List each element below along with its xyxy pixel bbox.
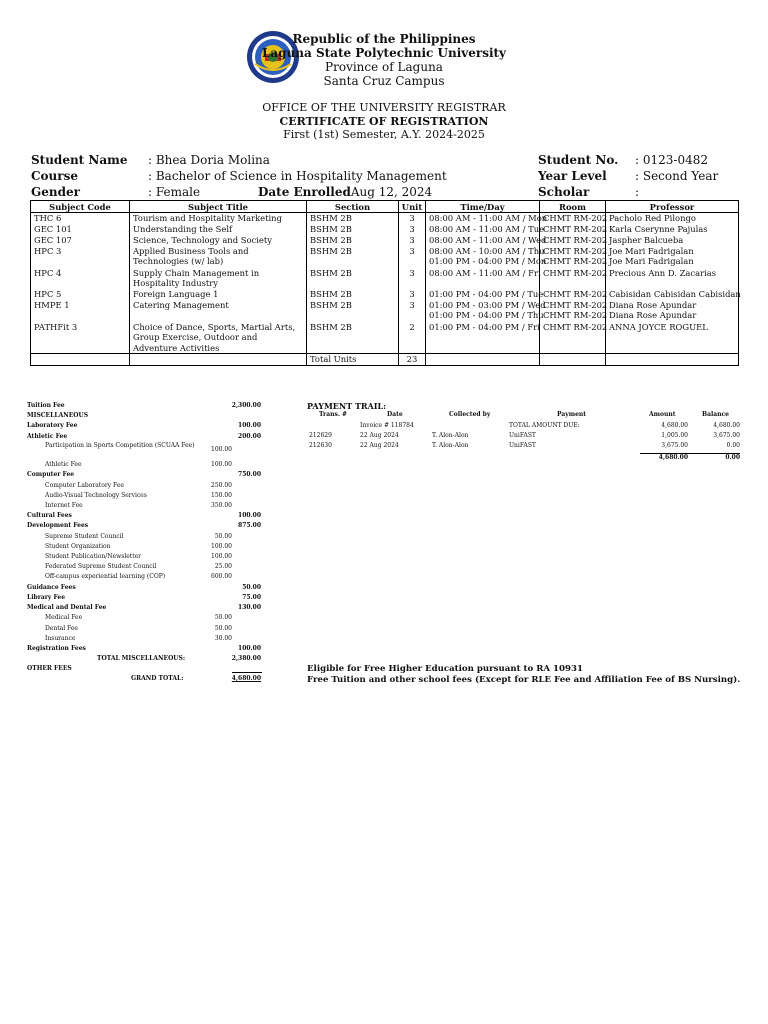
fee-label: Laboratory Fee [27, 422, 78, 429]
section-cell: BSHM 2B [307, 224, 399, 235]
fee-label: Athletic Fee [45, 461, 82, 468]
subjects-table [30, 200, 739, 366]
fee-label: Cultural Fees [27, 512, 72, 519]
gender-label: Gender [31, 185, 80, 199]
professor-cell: Jaspher Balcueba [606, 235, 739, 246]
fee-label: Tuition Fee [27, 402, 65, 409]
fee-amount: 750.00 [238, 471, 261, 478]
fee-sub-amount: 30.00 [214, 635, 232, 642]
payment-payment-cell: TOTAL AMOUNT DUE: [509, 422, 580, 429]
fee-sub-amount: 50.00 [214, 625, 232, 632]
time-day-cell: 01:00 PM - 04:00 PM / Tue [426, 289, 540, 300]
professor-cell: Cabisidan Cabisidan Cabisidan [606, 289, 739, 300]
free-tuition-note: Free Tuition and other school fees (Except for RLE Fee and Affiliation Fee of BS Nursing). [307, 675, 741, 685]
room-cell: CHMT RM-202 [540, 268, 606, 289]
fee-label: Computer Fee [27, 471, 75, 478]
eligibility-note: Eligible for Free Higher Education pursuant to RA 10931 [307, 664, 583, 674]
fee-amount: 100.00 [238, 645, 261, 652]
fee-label: Medical Fee [45, 614, 83, 621]
payment-payment-cell: UniFAST [509, 442, 536, 449]
subject-code-cell: PATHFit 3 [31, 322, 130, 354]
table-row [31, 289, 739, 300]
total-units-value: 23 [399, 354, 426, 366]
payment-total-amount: 4,680.00 [658, 454, 688, 461]
subjects-header-row [31, 201, 739, 213]
payment-balance-cell: 4,680.00 [713, 422, 740, 429]
unit-cell: 3 [399, 224, 426, 235]
payment-total-balance: 0.00 [725, 454, 740, 461]
fee-sub-amount: 600.00 [211, 573, 232, 580]
grand-total-rule [232, 672, 262, 673]
student-no-value: : 0123-0482 [635, 153, 708, 167]
subject-title-cell: Science, Technology and Society [130, 235, 307, 246]
pay-col-collected-by: Collected by [449, 411, 491, 418]
fee-label: Internet Fee [45, 502, 83, 509]
section-cell: BSHM 2B [307, 235, 399, 246]
fee-label: Insurance [45, 635, 76, 642]
payment-trail-title: PAYMENT TRAIL: [307, 401, 387, 411]
header-campus: Santa Cruz Campus [323, 74, 445, 88]
fee-sub-amount: 100.00 [211, 461, 232, 468]
col-subject-code: Subject Code [31, 201, 130, 213]
professor-cell: Karla Cserynne Pajulas [606, 224, 739, 235]
total-units-label: Total Units [307, 354, 399, 366]
professor-cell: ANNA JOYCE ROGUEL [606, 322, 739, 354]
subject-code-cell: HPC 3 [31, 246, 130, 268]
time-day-cell: 01:00 PM - 03:00 PM / Wed 01:00 PM - 04:00 PM / Thu [426, 300, 540, 322]
pay-col-payment: Payment [557, 411, 587, 418]
grand-total-value: 4,680.00 [231, 675, 261, 682]
year-level-label: Year Level [538, 169, 607, 183]
scholar-value: : [635, 185, 640, 199]
fee-sub-amount: 100.00 [211, 553, 232, 560]
subject-code-cell: GEC 101 [31, 224, 130, 235]
fee-label: Athletic Fee [27, 433, 68, 440]
payment-balance-cell: 3,675.00 [713, 432, 740, 439]
unit-cell: 2 [399, 322, 426, 354]
fee-label: Student Publication/Newsletter [45, 553, 142, 560]
fee-sub-amount: 25.00 [214, 563, 232, 570]
office-title: OFFICE OF THE UNIVERSITY REGISTRAR [262, 101, 506, 114]
table-row [31, 268, 739, 289]
time-day-cell: 08:00 AM - 11:00 AM / Wed [426, 235, 540, 246]
total-spacer [540, 354, 606, 366]
fee-label: Supreme Student Council [45, 533, 124, 540]
fee-label: Registration Fees [27, 645, 86, 652]
professor-cell: Joe Mari Fadrigalan Joe Mari Fadrigalan [606, 246, 739, 268]
grand-total-label: GRAND TOTAL: [131, 675, 184, 682]
pay-col-trans: Trans. # [319, 411, 348, 418]
unit-cell: 3 [399, 289, 426, 300]
fee-sub-amount: 100.00 [211, 543, 232, 550]
time-day-cell: 08:00 AM - 10:00 AM / Thu 01:00 PM - 04:00 PM / Mon [426, 246, 540, 268]
semester-label: First (1st) Semester, A.Y. 2024-2025 [283, 128, 485, 141]
payment-payment-cell: UniFAST [509, 432, 536, 439]
fee-label: Off-campus experiential learning (COP) [45, 573, 166, 580]
unit-cell: 3 [399, 213, 426, 224]
fee-label: Guidance Fees [27, 584, 76, 591]
fee-label: Student Organization [45, 543, 111, 550]
document-title: CERTIFICATE OF REGISTRATION [279, 115, 489, 128]
table-row [31, 235, 739, 246]
student-no-label: Student No. [538, 153, 619, 167]
section-cell: BSHM 2B [307, 246, 399, 268]
table-row [31, 213, 739, 224]
room-cell: CHMT RM-202 [540, 289, 606, 300]
room-cell: CHMT RM-202 [540, 235, 606, 246]
col-subject-title: Subject Title [130, 201, 307, 213]
room-cell: CHMT RM-202 [540, 224, 606, 235]
subject-title-cell: Tourism and Hospitality Marketing [130, 213, 307, 224]
pay-col-date: Date [387, 411, 403, 418]
subject-title-cell: Choice of Dance, Sports, Martial Arts, Group Exercise, Outdoor and Adventure Activities [130, 322, 307, 354]
fee-label: MISCELLANEOUS [27, 412, 89, 419]
fee-sub-amount: 50.00 [214, 533, 232, 540]
payment-trans-cell: 212630 [309, 442, 332, 449]
col-room: Room [540, 201, 606, 213]
payment-trans-cell: 212629 [309, 432, 332, 439]
fee-label: Federated Supreme Student Council [45, 563, 157, 570]
time-day-cell: 01:00 PM - 04:00 PM / Fri [426, 322, 540, 354]
payment-amount-cell: 1,005.00 [661, 432, 688, 439]
fee-label: Library Fee [27, 594, 66, 601]
fee-amount: 100.00 [238, 512, 261, 519]
fee-label: Computer Laboratory Fee [45, 482, 124, 489]
col-professor: Professor [606, 201, 739, 213]
scholar-label: Scholar [538, 185, 590, 199]
subject-code-cell: GEC 107 [31, 235, 130, 246]
fee-amount: 50.00 [242, 584, 261, 591]
fee-amount: 130.00 [238, 604, 261, 611]
section-cell: BSHM 2B [307, 322, 399, 354]
date-enrolled-value: : Aug 12, 2024 [343, 185, 433, 199]
payment-amount-cell: 3,675.00 [661, 442, 688, 449]
fee-sub-amount: 150.00 [211, 492, 232, 499]
payment-date-cell: 22 Aug 2024 [360, 432, 399, 439]
room-cell: CHMT RM-202 CHMT RM-202 [540, 246, 606, 268]
payment-date-cell: Invoice # 118784 [360, 422, 414, 429]
total-spacer [426, 354, 540, 366]
subject-code-cell: THC 6 [31, 213, 130, 224]
col-section: Section [307, 201, 399, 213]
payment-by-cell: T. Alon-Alon [432, 432, 469, 439]
header-university: Laguna State Polytechnic University [261, 46, 507, 60]
subject-title-cell: Foreign Language 1 [130, 289, 307, 300]
unit-cell: 3 [399, 300, 426, 322]
total-spacer [31, 354, 130, 366]
total-misc-value: 2,380.00 [231, 655, 261, 662]
pay-col-balance: Balance [702, 411, 729, 418]
course-value: : Bachelor of Science in Hospitality Management [148, 169, 447, 183]
total-spacer [606, 354, 739, 366]
total-misc-label: TOTAL MISCELLANEOUS: [97, 655, 186, 662]
payment-balance-cell: 0.00 [726, 442, 740, 449]
room-cell: CHMT RM-202 [540, 322, 606, 354]
gender-value: : Female [148, 185, 201, 199]
fee-amount: 2,300.00 [231, 402, 261, 409]
fee-label: Dental Fee [45, 625, 78, 632]
time-day-cell: 08:00 AM - 11:00 AM / Mon [426, 213, 540, 224]
subject-title-cell: Catering Management [130, 300, 307, 322]
fee-amount: 875.00 [238, 522, 261, 529]
unit-cell: 3 [399, 246, 426, 268]
room-cell: CHMT RM-202 [540, 213, 606, 224]
fee-amount: 100.00 [238, 422, 261, 429]
table-row [31, 224, 739, 235]
table-row [31, 322, 739, 354]
fee-label: Development Fees [27, 522, 89, 529]
total-spacer [130, 354, 307, 366]
professor-cell: Pacholo Red Pilongo [606, 213, 739, 224]
course-label: Course [31, 169, 78, 183]
time-day-cell: 08:00 AM - 11:00 AM / Tue [426, 224, 540, 235]
professor-cell: Precious Ann D. Zacarias [606, 268, 739, 289]
section-cell: BSHM 2B [307, 289, 399, 300]
fee-sub-amount: 350.00 [211, 502, 232, 509]
subject-code-cell: HPC 5 [31, 289, 130, 300]
pay-col-amount: Amount [649, 411, 676, 418]
student-name-label: Student Name [31, 153, 128, 167]
subject-code-cell: HPC 4 [31, 268, 130, 289]
unit-cell: 3 [399, 235, 426, 246]
fee-sub-amount: 250.00 [211, 482, 232, 489]
fee-amount: 75.00 [242, 594, 261, 601]
time-day-cell: 08:00 AM - 11:00 AM / Fri [426, 268, 540, 289]
fee-label: Audio-Visual Technology Services [45, 492, 147, 499]
payment-by-cell: T. Alon-Alon [432, 442, 469, 449]
subject-title-cell: Understanding the Self [130, 224, 307, 235]
student-name-value: : Bhea Doria Molina [148, 153, 270, 167]
subject-code-cell: HMPE 1 [31, 300, 130, 322]
subject-title-cell: Applied Business Tools and Technologies (w/ lab) [130, 246, 307, 268]
table-row [31, 300, 739, 322]
section-cell: BSHM 2B [307, 213, 399, 224]
col-unit: Unit [399, 201, 426, 213]
subject-title-cell: Supply Chain Management in Hospitality Industry [130, 268, 307, 289]
total-units-row [31, 354, 739, 366]
date-enrolled-label: Date Enrolled [258, 185, 351, 199]
table-row [31, 246, 739, 268]
fee-amount: 200.00 [238, 433, 261, 440]
professor-cell: Diana Rose Apundar Diana Rose Apundar [606, 300, 739, 322]
fee-label: Medical and Dental Fee [27, 604, 107, 611]
fee-sub-amount: 50.00 [214, 614, 232, 621]
fee-sub-amount: 100.00 [211, 446, 232, 453]
other-fees-label: OTHER FEES [27, 665, 72, 672]
year-level-value: : Second Year [635, 169, 719, 183]
unit-cell: 3 [399, 268, 426, 289]
col-time-day: Time/Day [426, 201, 540, 213]
section-cell: BSHM 2B [307, 300, 399, 322]
room-cell: CHMT RM-202 CHMT RM-202 [540, 300, 606, 322]
header-republic: Republic of the Philippines [292, 32, 476, 46]
payment-amount-cell: 4,680.00 [661, 422, 688, 429]
fee-label: Participation in Sports Competition (SCUAA Fee) [45, 442, 195, 449]
section-cell: BSHM 2B [307, 268, 399, 289]
header-province: Province of Laguna [325, 60, 443, 74]
payment-date-cell: 22 Aug 2024 [360, 442, 399, 449]
